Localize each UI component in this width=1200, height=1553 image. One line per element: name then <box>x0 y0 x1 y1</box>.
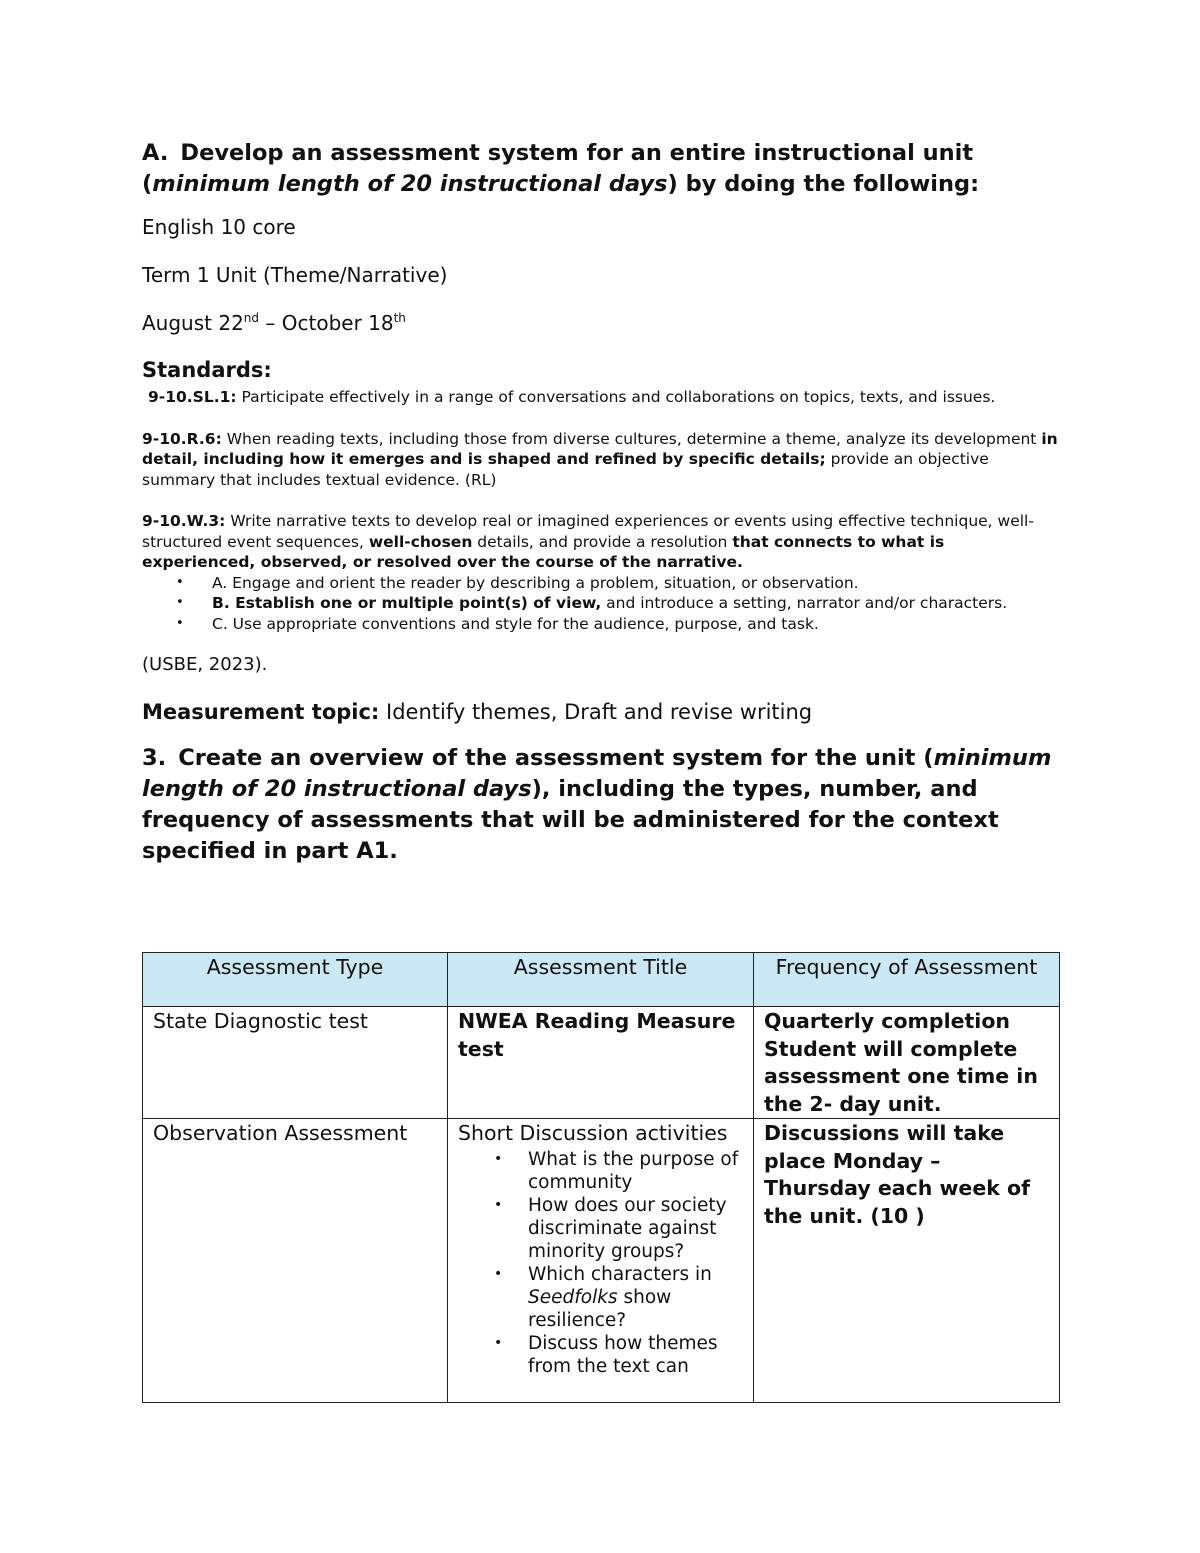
section-a-text-1: Develop an assessment system for an entire instructional unit <box>180 140 974 166</box>
list-item: • Discuss how themes from the text can <box>494 1332 718 1377</box>
standard-r6-code: 9-10.R.6: <box>142 429 222 448</box>
section-3-number: 3. <box>142 745 167 771</box>
section-3-italic: minimum length of 20 instructional days <box>142 745 1052 802</box>
section-a-paren: ( <box>142 171 153 197</box>
standard-sl1-text: Participate effectively in a range of conversations and collaborations on topics, texts, and issues. <box>236 388 996 406</box>
course-name: English 10 core <box>142 215 296 239</box>
standard-w3-bold-2: that connects to what is experienced, observed, or resolved over the course of the narrative. <box>142 532 945 571</box>
table-row <box>143 1119 1060 1403</box>
cell-title <box>448 1119 754 1403</box>
standard-w3-text-1: Write narrative texts to develop real or imagined experiences or events using effective technique, well-structured event sequences, <box>142 512 1034 551</box>
list-item: • A. Engage and orient the reader by describing a problem, situation, or observation. <box>176 573 859 592</box>
section-a-letter: A. <box>142 140 169 166</box>
section-a-text-2: ) by doing the following: <box>667 171 980 197</box>
standard-r6-text-1: When reading texts, including those from diverse cultures, determine a theme, analyze its development <box>221 429 1042 448</box>
bullet-icon: • <box>176 595 184 610</box>
bullet-icon: • <box>176 574 184 590</box>
standard-sl1-code: 9-10.SL.1: <box>148 388 237 406</box>
cell-title: NWEA Reading Measure test <box>448 1007 754 1119</box>
bullet-icon: • <box>494 1150 503 1167</box>
date-start: August 22 <box>142 311 244 335</box>
bullet-icon: • <box>494 1334 503 1351</box>
date-sep: – October 18 <box>259 311 394 335</box>
standard-w3-bold-1: well-chosen <box>368 532 473 551</box>
section-a-heading <box>142 138 1060 200</box>
header-frequency: Frequency of Assessment <box>754 953 1060 1007</box>
standard-r6 <box>142 429 1060 491</box>
citation: (USBE, 2023). <box>142 654 268 675</box>
list-item: • B. Establish one or multiple point(s) of view, and introduce a setting, narrator and/or characters. <box>176 594 1008 612</box>
list-item: • Which characters in Seedfolks show resilience? <box>494 1263 712 1331</box>
cell-type: State Diagnostic test <box>143 1007 448 1119</box>
standard-r6-text-2: provide an objective summary that includes textual evidence. (RL) <box>142 450 989 489</box>
header-assessment-title: Assessment Title <box>448 953 754 1007</box>
unit-dates <box>142 310 1060 336</box>
list-item: • What is the purpose of community <box>494 1148 739 1193</box>
standard-w3-list <box>142 573 1060 635</box>
standard-r6-bold: in detail, including how it emerges and is shaped and refined by specific details; <box>142 429 1058 468</box>
standards-heading: Standards: <box>142 358 272 382</box>
standard-sl1 <box>142 387 1060 408</box>
measurement-value: Identify themes, Draft and revise writing <box>379 700 813 724</box>
standard-w3 <box>142 511 1060 573</box>
bullet-icon: • <box>494 1265 503 1282</box>
date-end-sup: th <box>393 311 406 325</box>
section-a-italic: minimum length of 20 instructional days <box>152 171 668 197</box>
date-start-sup: nd <box>243 311 260 325</box>
table-header-row <box>143 953 1060 1007</box>
bullet-icon: • <box>494 1196 503 1213</box>
standard-w3-text-2: details, and provide a resolution <box>472 532 733 551</box>
unit-name: Term 1 Unit (Theme/Narrative) <box>142 263 448 287</box>
cell-frequency: Quarterly completion Student will complete assessment one time in the 2- day unit. <box>754 1007 1060 1119</box>
discussion-questions <box>458 1148 743 1378</box>
list-item: • C. Use appropriate conventions and style for the audience, purpose, and task. <box>176 614 819 633</box>
cell-frequency: Discussions will take place Monday – Thursday each week of the unit. (10 ) <box>754 1119 1060 1403</box>
document-page <box>142 138 1060 867</box>
assessment-table <box>142 952 1060 1403</box>
section-3-text-1: Create an overview of the assessment system for the unit <box>178 745 916 771</box>
section-3-text-2: ), including the types, number, and frequency of assessments that will be administered for the context specified in part A1. <box>142 776 999 864</box>
standard-w3-code: 9-10.W.3: <box>142 512 226 530</box>
header-assessment-type: Assessment Type <box>143 953 448 1007</box>
cell-type: Observation Assessment <box>143 1119 448 1403</box>
measurement-label: Measurement topic: <box>142 700 380 724</box>
list-item: • How does our society discriminate against minority groups? <box>494 1194 727 1262</box>
section-3-heading <box>142 743 1060 867</box>
measurement-topic <box>142 698 1060 726</box>
table-row <box>143 1007 1060 1119</box>
section-3-paren: ( <box>923 745 934 771</box>
bullet-icon: • <box>176 615 184 631</box>
cell-title-text: Short Discussion activities <box>458 1121 728 1145</box>
